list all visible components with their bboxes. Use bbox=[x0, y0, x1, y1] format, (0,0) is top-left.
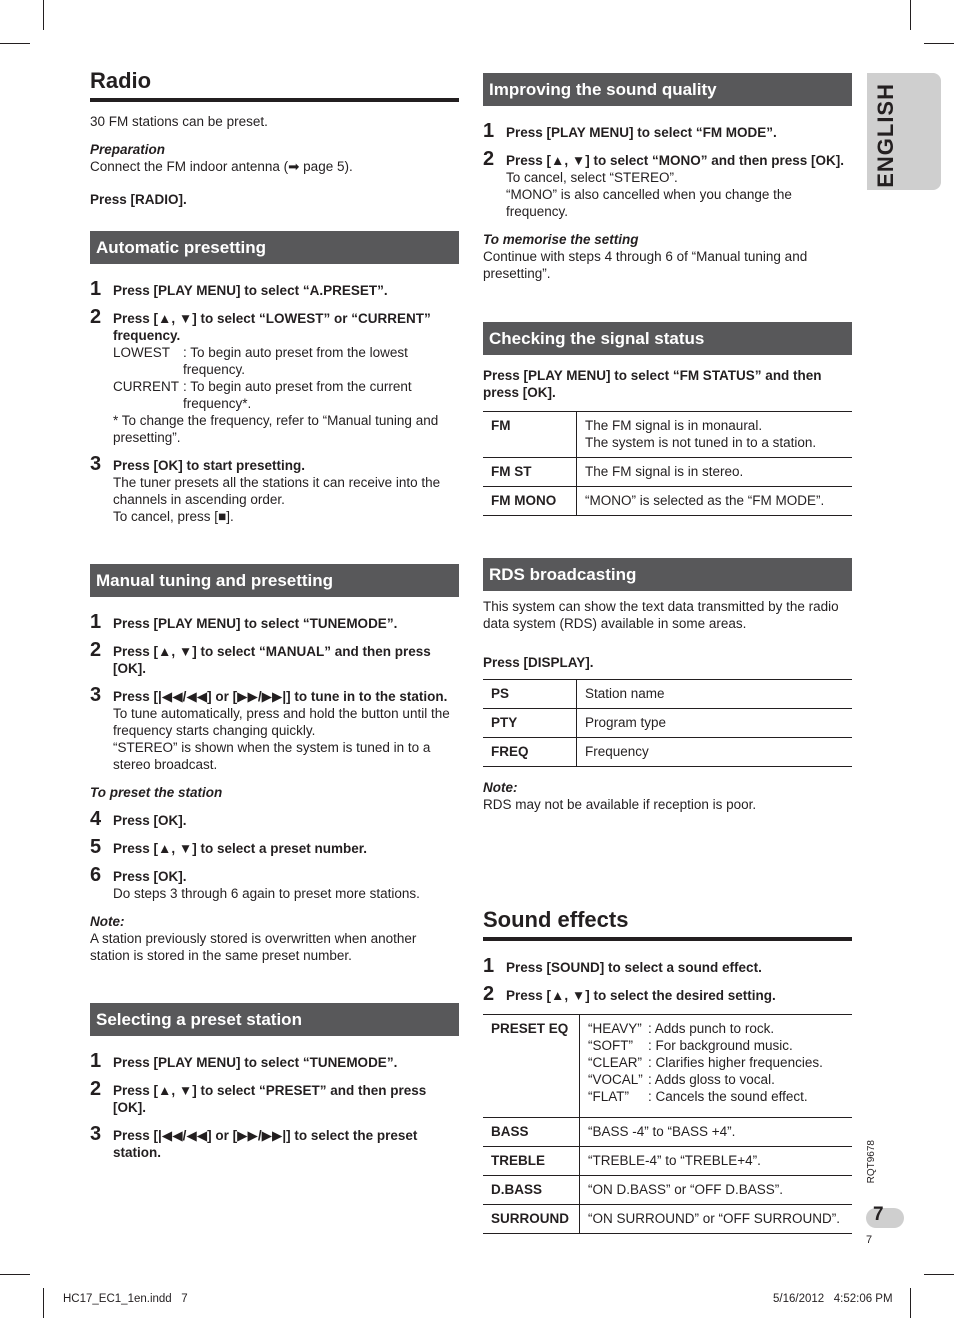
sound-step-2: 2 Press [▲, ▼] to select the desired setting. bbox=[483, 983, 776, 1005]
selecting-preset-bar: Selecting a preset station bbox=[90, 1003, 459, 1036]
signal-status-bar: Checking the signal status bbox=[483, 322, 852, 355]
crop-mark bbox=[43, 0, 44, 30]
sound-effects-section bbox=[483, 907, 852, 1234]
table-row: FM MONO “MONO” is selected as the “FM MODE”. bbox=[483, 487, 852, 516]
table-row: SURROUND “ON SURROUND” or “OFF SURROUND”. bbox=[483, 1205, 852, 1234]
manual-step-2: 2 Press [▲, ▼] to select “MANUAL” and then press [OK]. bbox=[90, 639, 431, 676]
radio-intro: 30 FM stations can be preset. bbox=[90, 114, 268, 129]
lowest-definition: LOWEST : To begin auto preset from the lowest frequency. bbox=[113, 345, 408, 377]
manual-step-3: 3 Press [|◀◀/◀◀] or [▶▶/▶▶|] to tune in to the station. To tune automatically, press and hold the button until the frequency starts changing quickly. “STEREO” is shown when the system is tuned in to a stereo broadcast. bbox=[90, 684, 450, 772]
step-number: 3 bbox=[90, 453, 102, 475]
auto-step-3: 3 Press [OK] to start presetting. The tuner presets all the stations it can receive into the channels in ascending order. To cancel, press [■]. bbox=[90, 453, 441, 524]
rds-note-label: Note: bbox=[483, 780, 518, 795]
improve-step-1: 1 Press [PLAY MENU] to select “FM MODE”. bbox=[483, 120, 777, 142]
table-row: FREQ Frequency bbox=[483, 738, 852, 767]
step-number: 2 bbox=[483, 148, 495, 170]
crop-mark bbox=[910, 1288, 911, 1318]
memorise-text: Continue with steps 4 through 6 of “Manual tuning and presetting”. bbox=[483, 249, 808, 281]
table-row: TREBLE “TREBLE-4” to “TREBLE+4”. bbox=[483, 1147, 852, 1176]
press-radio: Press [RADIO]. bbox=[90, 192, 187, 207]
title-rule bbox=[483, 937, 852, 941]
improving-sound-bar: Improving the sound quality bbox=[483, 73, 852, 106]
page-number-badge: 7 bbox=[866, 1208, 904, 1228]
automatic-presetting-bar: Automatic presetting bbox=[90, 231, 459, 264]
step-number: 3 bbox=[90, 1123, 102, 1145]
language-tab-label: ENGLISH bbox=[873, 83, 898, 188]
table-row: PRESET EQ “HEAVY” : Adds punch to rock. “SOFT” : For background music. “CLEAR” : Clarifies higher frequencies. “VOCAL” : Adds gloss to vocal. “FLAT” : Cancels the sound effect. bbox=[483, 1015, 852, 1118]
manual-step-6: 6 Press [OK]. Do steps 3 through 6 again to preset more stations. bbox=[90, 864, 420, 901]
sound-effects-title: Sound effects bbox=[483, 907, 629, 932]
table-row: FM The FM signal is in monaural. The system is not tuned in to a station. bbox=[483, 412, 852, 458]
preparation-label: Preparation bbox=[90, 142, 166, 157]
radio-title: Radio bbox=[90, 68, 152, 93]
left-column bbox=[90, 68, 459, 1161]
select-step-3: 3 Press [|◀◀/◀◀] or [▶▶/▶▶|] to select the preset station. bbox=[90, 1123, 418, 1160]
current-definition: CURRENT : To begin auto preset from the current frequency*. bbox=[113, 379, 412, 411]
rds-broadcasting-bar: RDS broadcasting bbox=[483, 558, 852, 591]
select-step-2: 2 Press [▲, ▼] to select “PRESET” and then press [OK]. bbox=[90, 1078, 427, 1115]
crop-mark bbox=[924, 43, 954, 44]
step-number: 2 bbox=[90, 306, 102, 328]
step-number: 4 bbox=[90, 808, 102, 830]
footnote: * To change the frequency, refer to “Manual tuning and presetting”. bbox=[113, 413, 439, 445]
table-row: FM ST The FM signal is in stereo. bbox=[483, 458, 852, 487]
manual-tuning-bar: Manual tuning and presetting bbox=[90, 564, 459, 597]
step-number: 2 bbox=[483, 983, 495, 1005]
footer-file: HC17_EC1_1en.indd 7 bbox=[63, 1293, 188, 1305]
auto-step-2: 2 Press [▲, ▼] to select “LOWEST” or “CURRENT” frequency. LOWEST : To begin auto preset from the lowest frequency. CURRENT : To begin auto preset from the current frequency*. * To change the frequency, refer to “Manual tuning and presetting”. bbox=[90, 310, 459, 446]
step-number: 3 bbox=[90, 684, 102, 706]
note-text: A station previously stored is overwritten when another station is stored in the same preset number. bbox=[90, 931, 417, 963]
step-number: 1 bbox=[483, 955, 495, 977]
manual-step-4: 4 Press [OK]. bbox=[90, 808, 187, 830]
right-column bbox=[483, 73, 852, 813]
manual-step-5: 5 Press [▲, ▼] to select a preset number. bbox=[90, 836, 368, 858]
manual-step-1: 1 Press [PLAY MENU] to select “TUNEMODE”. bbox=[90, 611, 398, 633]
rds-intro: This system can show the text data transmitted by the radio data system (RDS) available in some areas. bbox=[483, 599, 839, 631]
title-rule bbox=[90, 98, 459, 102]
step-number: 1 bbox=[483, 120, 495, 142]
page-number: 7 bbox=[866, 1234, 873, 1246]
table-row: PTY Program type bbox=[483, 709, 852, 738]
table-row: D.BASS “ON D.BASS” or “OFF D.BASS”. bbox=[483, 1176, 852, 1205]
crop-mark bbox=[924, 1274, 954, 1275]
note-label: Note: bbox=[90, 914, 125, 929]
press-display: Press [DISPLAY]. bbox=[483, 655, 594, 670]
rds-note-text: RDS may not be available if reception is poor. bbox=[483, 797, 757, 812]
signal-intro: Press [PLAY MENU] to select “FM STATUS” and then press [OK]. bbox=[483, 368, 822, 400]
crop-mark bbox=[43, 1288, 44, 1318]
step-number: 1 bbox=[90, 278, 102, 300]
footer-date: 5/16/2012 4:52:06 PM bbox=[773, 1293, 893, 1305]
crop-mark bbox=[0, 1274, 30, 1275]
document-code: RQT9678 bbox=[866, 1140, 877, 1184]
signal-table bbox=[483, 411, 852, 516]
auto-step-1: 1 Press [PLAY MENU] to select “A.PRESET”. bbox=[90, 278, 388, 300]
step-number: 1 bbox=[90, 611, 102, 633]
crop-mark bbox=[0, 43, 30, 44]
sound-table bbox=[483, 1014, 852, 1234]
step-number: 2 bbox=[90, 639, 102, 661]
memorise-label: To memorise the setting bbox=[483, 232, 639, 247]
improve-step-2: 2 Press [▲, ▼] to select “MONO” and then press [OK]. To cancel, select “STEREO”. “MONO” is also cancelled when you change the frequency. bbox=[483, 148, 845, 219]
language-tab bbox=[867, 73, 941, 190]
select-step-1: 1 Press [PLAY MENU] to select “TUNEMODE”. bbox=[90, 1050, 398, 1072]
step-number: 1 bbox=[90, 1050, 102, 1072]
sound-step-1: 1 Press [SOUND] to select a sound effect. bbox=[483, 955, 762, 977]
crop-mark bbox=[910, 0, 911, 30]
step-number: 2 bbox=[90, 1078, 102, 1100]
step-number: 5 bbox=[90, 836, 102, 858]
rds-table bbox=[483, 679, 852, 767]
preparation-text: Connect the FM indoor antenna (➡ page 5). bbox=[90, 159, 353, 174]
table-row: BASS “BASS -4” to “BASS +4”. bbox=[483, 1118, 852, 1147]
preset-station-label: To preset the station bbox=[90, 785, 223, 800]
step-number: 6 bbox=[90, 864, 102, 886]
table-row: PS Station name bbox=[483, 680, 852, 709]
